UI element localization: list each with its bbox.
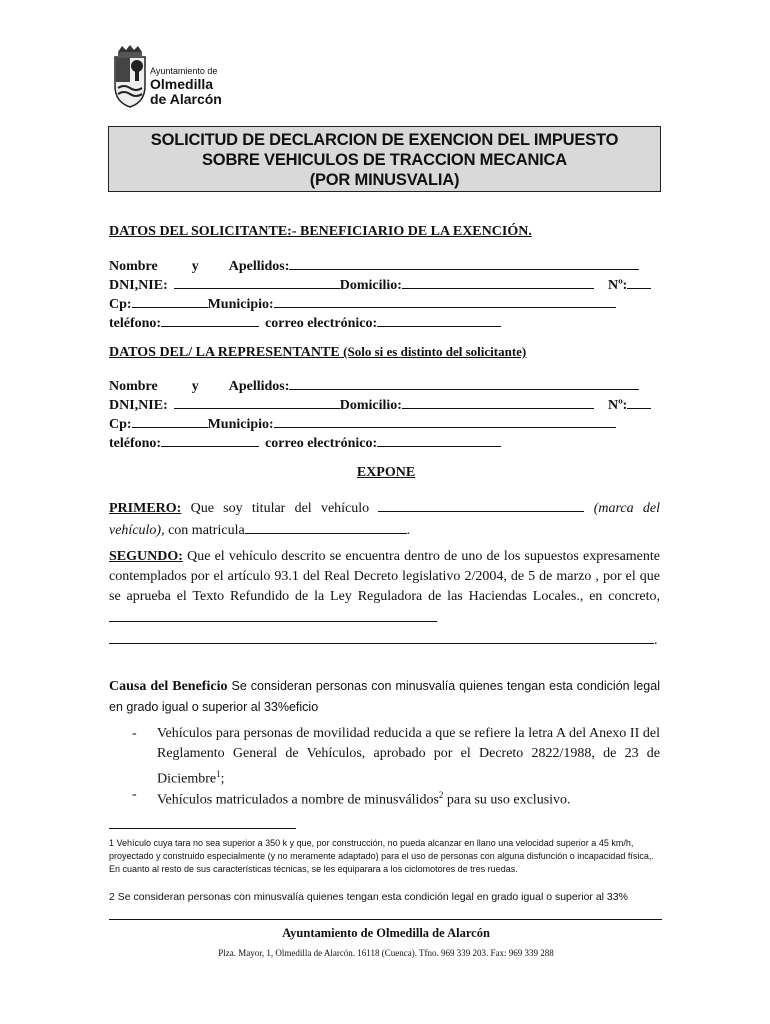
solicitante-row-nombre [109, 255, 639, 275]
primero-text-2: con matricula [168, 523, 245, 538]
input-telefono[interactable] [161, 432, 259, 447]
bullet-text-1 [157, 724, 660, 790]
input-numero[interactable] [627, 394, 651, 409]
label-correo: correo electrónico: [265, 436, 378, 451]
bullet-1-tail: ; [220, 771, 225, 787]
input-domicilio[interactable] [402, 394, 594, 409]
label-municipio: Municipio: [207, 417, 274, 432]
input-vehiculo[interactable] [378, 497, 584, 512]
footnote-1: 1 Vehículo cuya tara no sea superior a 350 k y que, por construcción, no pueda alcanzar en llano una velocidad superior a 45 km/h, proyectado y construido especialmente (y no meramente adaptado) para el uso de personas con alguna disfunción o incapacidad física,. En cuanto al resto de sus características técnicas, se les equiparara a los ciclomotores de tres ruedas. [109, 838, 654, 874]
input-concreto-1[interactable] [109, 607, 437, 622]
solicitante-row-telefono [109, 312, 501, 332]
representante-row-dni [109, 394, 651, 414]
coat-of-arms-icon [112, 44, 148, 108]
label-cp: Cp: [109, 417, 132, 432]
expone-heading [0, 465, 770, 481]
input-telefono[interactable] [161, 312, 259, 327]
bullet-dash: - [132, 726, 137, 741]
primero-italic: (marca del vehículo), [109, 501, 660, 538]
solicitante-row-dni [109, 274, 651, 294]
input-municipio[interactable] [274, 413, 616, 428]
input-correo[interactable] [377, 432, 501, 447]
section-heading-representante [109, 344, 526, 361]
logo-text-olmedilla: Olmedilla [150, 76, 214, 92]
input-cp[interactable] [132, 413, 208, 428]
causa-label: Causa del Beneficio [109, 679, 228, 694]
bullet-text-2 [157, 785, 660, 811]
segundo-label: SEGUNDO: [109, 549, 183, 564]
input-apellidos[interactable] [289, 255, 639, 270]
input-domicilio[interactable] [402, 274, 594, 289]
causa-text: Se consideran personas con minusvalía quienes tengan esta condición legal en grado igual o superior al 33%eficio [109, 679, 660, 714]
representante-heading-text: DATOS DEL/ LA REPRESENTANTE [109, 345, 340, 360]
document-title-box [108, 126, 661, 192]
section-heading-solicitante: DATOS DEL SOLICITANTE:- BENEFICIARIO DE LA EXENCIÓN. [109, 224, 532, 239]
label-apellidos: Apellidos: [228, 259, 290, 274]
label-numero: Nº: [607, 278, 628, 293]
footer-org [0, 926, 770, 941]
primero-label: PRIMERO: [109, 501, 182, 516]
label-numero: Nº: [607, 398, 628, 413]
input-concreto-2[interactable] [109, 629, 654, 644]
footnote-ref-2: 2 [438, 790, 444, 800]
input-dni[interactable] [174, 274, 340, 289]
label-telefono: teléfono: [109, 436, 162, 451]
input-correo[interactable] [377, 312, 501, 327]
footer-address-text: Plza. Mayor, 1, Olmedilla de Alarcón. 16118 (Cuenca). Tfno. 969 339 203. Fax: 969 339 288 [218, 948, 554, 958]
title-line-2: SOBRE VEHICULOS DE TRACCION MECANICA [202, 151, 567, 169]
label-nombre: Nombre [109, 379, 158, 394]
label-dni: DNI,NIE: [109, 278, 168, 293]
representante-row-nombre [109, 375, 639, 395]
input-apellidos[interactable] [289, 375, 639, 390]
bullet-dash: - [132, 787, 137, 802]
bullet-1-text: Vehículos para personas de movilidad reducida a que se refiere la letra A del Anexo II del Reglamento General de Vehículos, aprobado por el Decreto 2822/1988, de 23 de Diciembre [157, 726, 660, 787]
footnote-2: 2 Se consideran personas con minusvalía quienes tengan esta condición legal en grado igual o superior al 33% [109, 891, 628, 903]
label-nombre: Nombre [109, 259, 158, 274]
label-cp: Cp: [109, 297, 132, 312]
input-dni[interactable] [174, 394, 340, 409]
input-cp[interactable] [132, 293, 208, 308]
representante-row-cp [109, 413, 616, 433]
label-domicilio: Domicilio: [339, 278, 402, 293]
footnote-separator [109, 828, 296, 829]
solicitante-row-cp [109, 293, 616, 313]
label-correo: correo electrónico: [265, 316, 378, 331]
footer-org-text: Ayuntamiento de Olmedilla de Alarcón [282, 926, 490, 940]
logo-text-ayuntamiento: Ayuntamiento de [150, 66, 218, 76]
primero-text-1: Que soy titular del vehículo [190, 501, 370, 516]
input-municipio[interactable] [274, 293, 616, 308]
municipal-logo [112, 44, 252, 110]
input-matricula[interactable] [245, 519, 407, 534]
footnote-ref-1: 1 [216, 769, 221, 779]
title-line-3: (POR MINUSVALIA) [309, 171, 460, 189]
label-apellidos: Apellidos: [228, 379, 290, 394]
label-telefono: teléfono: [109, 316, 162, 331]
representante-note: (Solo si es distinto del solicitante) [343, 344, 527, 359]
primero-paragraph: PRIMERO: Que soy titular del vehículo (marca del vehículo), con matricula . [109, 497, 660, 541]
logo-text-alarcon: de Alarcón [150, 91, 222, 107]
label-y: y [191, 379, 199, 394]
title-line-1: SOLICITUD DE DECLARCION DE EXENCION DEL IMPUESTO [150, 131, 619, 149]
expone-heading-text: EXPONE [356, 465, 416, 480]
input-numero[interactable] [627, 274, 651, 289]
representante-row-telefono [109, 432, 501, 452]
label-dni: DNI,NIE: [109, 398, 168, 413]
segundo-text: Que el vehículo descrito se encuentra dentro de uno de los supuestos expresamente contemplados por el artículo 93.1 del Real Decreto legislativo 2/2004, de 5 de marzo , por el que se aprueba el Texto Refundido de la Ley Reguladora de las Haciendas Locales., en concreto, [109, 549, 660, 604]
causa-paragraph [109, 676, 660, 718]
bullet-2-tail: para su uso exclusivo. [443, 792, 571, 808]
segundo-paragraph: SEGUNDO: Que el vehículo descrito se encuentra dentro de uno de los supuestos expresamente contemplados por el artículo 93.1 del Real Decreto legislativo 2/2004, de 5 de marzo , por el que se aprueba el Texto Refundido de la Ley Reguladora de las Haciendas Locales., en concreto, . [109, 549, 660, 648]
bullet-2-text: Vehículos matriculados a nombre de minusválidos [157, 792, 439, 808]
label-domicilio: Domicilio: [339, 398, 402, 413]
label-y: y [191, 259, 199, 274]
footer-divider [109, 919, 662, 920]
label-municipio: Municipio: [207, 297, 274, 312]
footer-address [0, 948, 770, 958]
